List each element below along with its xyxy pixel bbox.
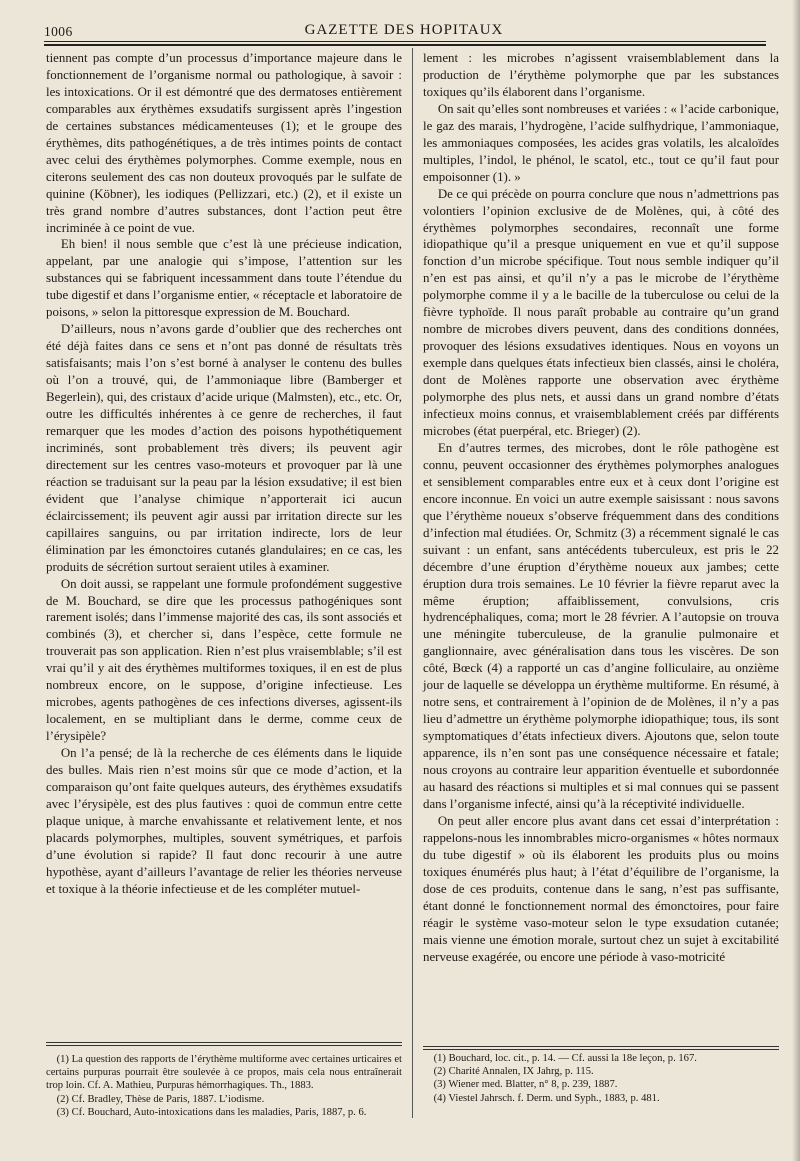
paragraph: D’ailleurs, nous n’avons garde d’oublier que des recherches ont été déjà faites dans ce sens et n’ont pas donné de résultats très satisfaisants; mais l’on s’est borné à analyser le contenu des bulles où l’on a trouvé, qui, de l’ammoniaque libre (Bamberger et Begerlein), qui, des cristaux d’acide urique (Malmsten), etc., etc. Or, outre les difficultés inhérentes à ce genre de recherches, il faut remarquer que les modes d’action des poisons hypothétiquement incriminés, sont probablement très divers; ils peuvent agir directement sur les centres vaso-moteurs et provoquer par là une réaction se traduisant sur la peau par la lésion exsudative; il est bien évident que l’analyse chimique n’apporterait ici aucun éclaircissement; ils peuvent agir aussi par irritation directe sur les capillaires sanguins, ou par irritation indirecte, lors de leur élimination par les émonctoires cutanés glandulaires; en ce cas, les produits de sécrétion surtout seraient utiles à examiner. [46,322,402,574]
footnote: (3) Wiener med. Blatter, n° 8, p. 239, 1887. [433,1079,618,1091]
running-title: GAZETTE DES HOPITAUX [304,22,504,38]
footnote-rule [423,1046,779,1047]
paragraph: On doit aussi, se rappelant une formule profondément suggestive de M. Bouchard, se dire que les processus pathogéniques sont rarement isolés; dans l’immense majorité des cas, ils sont associés et combinés (3), et chercher si, dans l’espèce, cette formule ne trouverait pas son application. Rien n’est plus vraisemblable; s’il est vrai qu’il y ait des érythèmes multiformes toxiques, il en est de plus nombreux encore, on le suppose, d’origine infectieuse. Les microbes, agents pathogènes de ces infections diverses, agissent-ils localement, en se multipliant dans le derme, comme ceux de l’érysipèle? [46,576,402,744]
page-number: 1006 [44,24,73,39]
footnote-rule [423,1049,779,1050]
footnote: (2) Charité Annalen, IX Jahrg, p. 115. [433,1066,594,1078]
footnote: (1) Bouchard, loc. cit., p. 14. — Cf. aussi la 18e leçon, p. 167. [433,1053,697,1064]
footnote: (2) Cf. Bradley, Thèse de Paris, 1887. L’iodisme. [56,1093,265,1105]
paragraph: On peut aller encore plus avant dans cet essai d’interprétation : rappelons-nous les innombrables micro-organismes « hôtes normaux du tube digestif » où ils élaborent les produits plus ou moins toxiques énumérés plus haut; à l’état d’équilibre de l’organisme, la dose de ces produits, contenue dans le sang, n’est pas suffisante, étant donné le fonctionnement normal des émonctoires, pour faire réagir le système vaso-moteur selon le type exsudation cutanée; mais vienne une émotion morale, surtout chez un sujet à excitabilité nerveuse exagérée, ou encore une période à vaso-motricité [423,813,779,964]
footnote: (1) La question des rapports de l’érythème multiforme avec certaines urticaires et certains purpuras pourrait être soulevée à ce propos, mais cela nous entraînerait trop loin. Cf. A. Mathieu, Purpuras hémorrhagiques. Th., 1883. [46,1054,402,1092]
header-rule-thick [44,44,766,46]
footnote-rule [46,1042,402,1043]
header-rule [44,41,766,42]
left-column [46,50,402,898]
footnote: (3) Cf. Bouchard, Auto-intoxications dans les maladies, Paris, 1887, p. 6. [56,1106,367,1118]
footnote-rule [46,1045,402,1046]
paragraph: tiennent pas compte d’un processus d’importance majeure dans le fonctionnement de l’organisme normal ou pathologique, à savoir : les intoxications. Or il est démontré que des dermatoses entièrement comparables aux érythèmes exsudatifs surgissent après l’ingestion de certaines substances médicamenteuses (1); et le groupe des érythèmes, dits pathogénétiques, a de très intimes points de contact avec celui des érythèmes polymorphes. Comme exemple, nous en citerons seulement des cas non douteux provoqués par le sulfate de quinine (Köbner), les iodiques (Pellizzari, etc.) (2), et il existe un très grand nombre d’autres substances, dont l’action peut être incriminée à ce point de vue. [46,51,402,235]
footnote: (4) Viestel Jahrsch. f. Derm. und Syph., 1883, p. 481. [433,1092,660,1104]
right-column [423,50,779,965]
paragraph: On l’a pensé; de là la recherche de ces éléments dans le liquide des bulles. Mais rien n’est moins sûr que ce mode d’action, et la comparaison qu’ont faite quelques auteurs, des érythèmes exsudatifs avec l’érysipèle, est des plus fautives : quoi de commun entre cette plaque unique, à marche envahissante et relativement lente, et nos placards polymorphes, multiples, souvent symétriques, et parfois d’une évolution si rapide? Il faut donc recourir à une autre hypothèse, ayant d’ailleurs l’avantage de relier les théories nerveuse et toxique à la théorie infectieuse et de les compléter mutuel- [46,746,402,896]
paragraph: On sait qu’elles sont nombreuses et variées : « l’acide carbonique, le gaz des marais, l’hydrogène, l’acide sulfhydrique, l’ammoniaque, les ammoniaques composées, les acides gras volatils, les alcaloïdes multiples, l’indol, le phénol, le scatol, etc., tout ce qu’il faut pour empoisonner (1). » [423,101,779,184]
paragraph: De ce qui précède on pourra conclure que nous n’admettrions pas volontiers l’opinion exclusive de de Molènes, qui, à côté des érythèmes polymorphes secondaires, reconnaît une forme idiopathique qu’il a presque uniquement en vue et qu’il suppose fonction d’un microbe spécifique. Tout nous semble indiquer qu’il n’en est pas ainsi, et qu’il n’y a pas le microbe de l’érythème polymorphe comme il y a le bacille de la tuberculose ou celui de la fièvre typhoïde. Il nous paraît probable au contraire qu’un grand nombre de microbes divers peuvent, dans des conditions données, provoquer des lésions exsudatives identiques. Nous en voyons un exemple dans quelques états infectieux bien classés, ainsi le choléra, dont de Molènes rapporte une observation avec érythème polymorphe des plus nets, et aussi dans un grand nombre d’états infectieux moins connus, et vraisemblablement créés par différents microbes (état puerpéral, etc. Brieger) (2). [423,186,779,438]
column-divider [412,48,413,1118]
footnotes-right [423,1052,779,1105]
paragraph: lement : les microbes n’agissent vraisemblablement dans la production de l’érythème polymorphe que par les substances toxiques qu’ils élaborent dans l’organisme. [423,51,779,99]
page-edge-shadow [792,0,800,1161]
footnotes-left [46,1053,402,1119]
page-header [40,14,768,40]
paragraph: En d’autres termes, des microbes, dont le rôle pathogène est connu, peuvent occasionner des érythèmes polymorphes analogues et sensiblement comparables entre eux et à ceux dont l’origine est encore inconnue. En voici un autre exemple saisissant : nous savons que l’érythème noueux s’observe fréquemment dans des conditions d’infection mal étudiées. Or, Schmitz (3) a récemment signalé le cas suivant : un enfant, sans antécédents tuberculeux, est pris le 22 décembre d’une éruption d’érythème noueux aux jambes; cette éruption dura trois semaines. Le 10 février la fièvre reparut avec la même éruption; affaiblissement, convulsions, cris hydrencéphaliques, coma; mort le 28 février. A l’autopsie on trouva une méningite tuberculeuse, de la granulie pulmonaire et ganglionnaire, avec généralisation dans tous les viscères. De son côté, Bœck (4) a rapporté un cas d’angine folliculaire, au onzième jour de laquelle se développa un érythème multiforme. En résumé, à notre sens, et contrairement à l’opinion de de Molènes, il n’y a pas lieu d’admettre un érythème polymorphe idiopathique; tous, ils sont symptomatiques d’états infectieux divers. Ajoutons que, selon toute apparence, ils n’en sont pas une conséquence nécessaire et fatale; nous croyons au contraire leur apparition éventuelle et subordonnée au hasard des réactions si multiples et si mal connues qui se passent dans l’organisme infecté, ainsi qu’à la réceptivité individuelle. [423,440,779,811]
paragraph: Eh bien! il nous semble que c’est là une précieuse indication, appelant, par une analogie qui s’impose, l’attention sur les substances qui se fabriquent incessamment dans toute l’étendue du tube digestif et dans l’organisme entier, « réceptacle et laboratoire de poisons, » selon la pittoresque expression de M. Bouchard. [46,237,402,320]
